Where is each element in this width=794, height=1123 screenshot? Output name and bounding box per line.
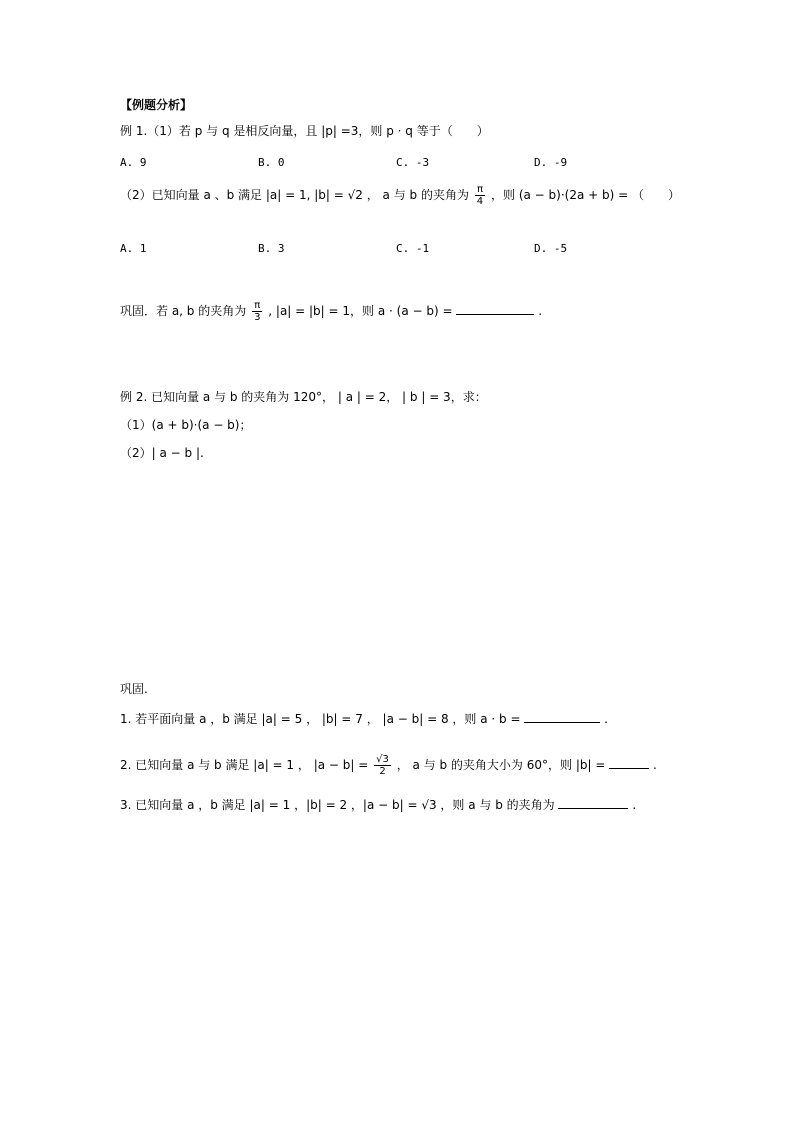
- fraction-pi-over-3: [252, 300, 262, 323]
- example1-part1: 例 1.（1）若 p 与 q 是相反向量，且 |p| =3，则 p · q 等于（ ）: [120, 124, 489, 138]
- practice2-item-1-text: 1. 若平面向量 a ，b 满足 |a| = 5 ， |b| = 7 ， |a − b| = 8 ，则 a · b =: [120, 712, 525, 726]
- answer-blank[interactable]: [609, 756, 649, 769]
- practice2-item-1: [120, 710, 608, 728]
- answer-blank[interactable]: [524, 710, 600, 723]
- practice1-text-before: 巩固．若 a, b 的夹角为: [120, 304, 247, 318]
- fraction-sqrt3-over-2: [374, 754, 391, 777]
- fraction-denominator: 2: [379, 766, 386, 777]
- answer-blank[interactable]: [558, 796, 628, 809]
- practice2-item-3-end: .: [632, 798, 637, 812]
- example1-part2: [120, 184, 680, 207]
- practice2-title: 巩固.: [120, 682, 148, 696]
- fraction-numerator: π: [475, 184, 485, 196]
- option-c: C. -1: [396, 242, 430, 255]
- practice1-text-after: , |a| = |b| = 1，则 a · (a − b) =: [268, 304, 457, 318]
- fraction-denominator: 3: [254, 312, 261, 323]
- example1-part2-text-after: ，则 (a − b)·(2a + b) = （ ）: [491, 188, 680, 202]
- fraction-numerator: π: [252, 300, 262, 312]
- practice2-item-3: [120, 796, 636, 814]
- option-c: C. -3: [396, 156, 430, 169]
- example2-stem: 例 2. 已知向量 a 与 b 的夹角为 120°， | a | = 2， | b | = 3，求：: [120, 390, 487, 404]
- example2-question-1: （1）(a + b)·(a − b)；: [120, 418, 252, 432]
- example1-part1-options: [120, 154, 680, 172]
- option-a: A. 1: [120, 242, 147, 255]
- example2-question-2: （2）| a − b |.: [120, 446, 204, 460]
- section-heading: 【例题分析】: [120, 98, 193, 112]
- practice2-item-3-text: 3. 已知向量 a ，b 满足 |a| = 1 ，|b| = 2 ，|a − b| = √3 ，则 a 与 b 的夹角为: [120, 798, 555, 812]
- practice2-item-2: [120, 754, 657, 777]
- option-b: B. 0: [258, 156, 285, 169]
- example1-part2-text-before: （2）已知向量 a 、b 满足 |a| = 1, |b| = √2 ， a 与 b 的夹角为: [120, 188, 469, 202]
- fraction-numerator: √3: [376, 754, 389, 765]
- example1-part2-options: [120, 240, 680, 258]
- practice2-item-2-text-after: ， a 与 b 的夹角大小为 60°，则 |b| =: [396, 758, 610, 772]
- practice2-item-2-text-before: 2. 已知向量 a 与 b 满足 |a| = 1 ， |a − b| =: [120, 758, 369, 772]
- fraction-denominator: 4: [476, 196, 484, 207]
- practice2-item-1-end: .: [604, 712, 608, 726]
- practice2-item-2-end: .: [653, 758, 657, 772]
- option-b: B. 3: [258, 242, 285, 255]
- practice1-end: .: [538, 304, 543, 318]
- option-d: D. -5: [534, 242, 568, 255]
- answer-blank[interactable]: [456, 302, 534, 315]
- practice1: [120, 300, 542, 323]
- option-a: A. 9: [120, 156, 147, 169]
- option-d: D. -9: [534, 156, 568, 169]
- fraction-pi-over-4: [475, 184, 485, 207]
